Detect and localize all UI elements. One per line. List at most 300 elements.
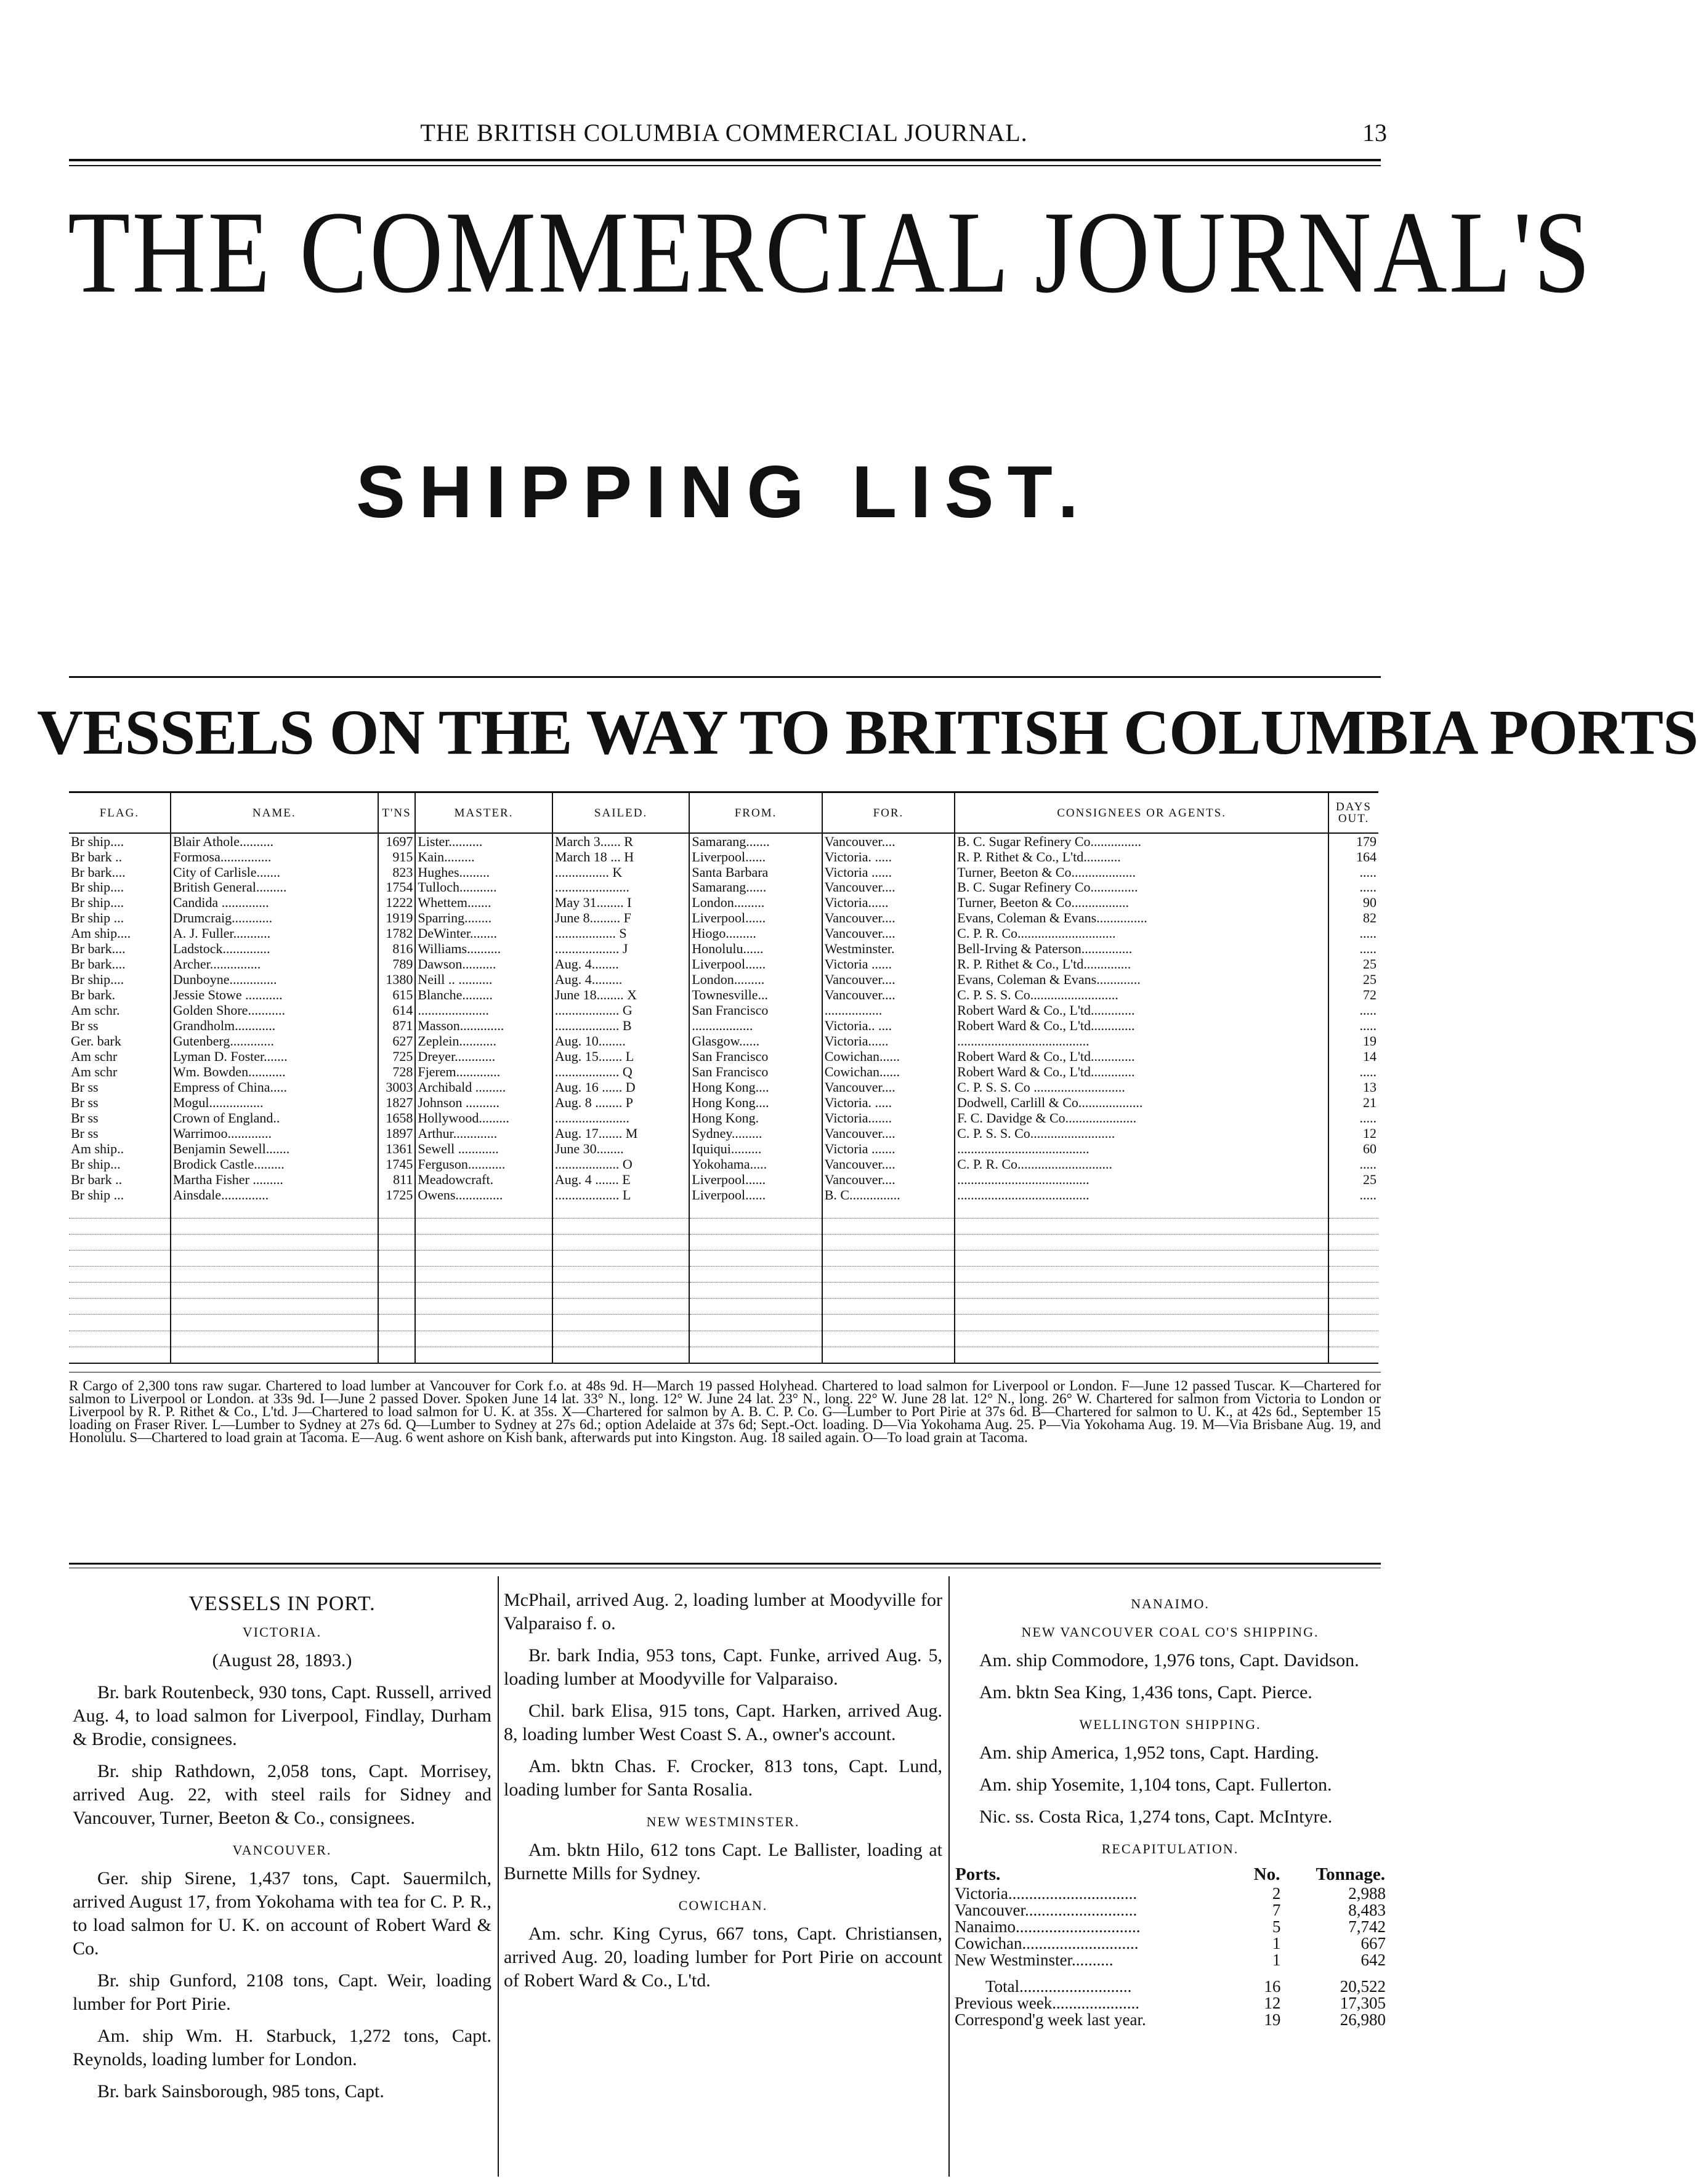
table-row bbox=[69, 1126, 1378, 1141]
wellington-heading: WELLINGTON SHIPPING. bbox=[1079, 1717, 1261, 1732]
port-entry: Am. ship America, 1,952 tons, Capt. Harding. bbox=[979, 1743, 1319, 1763]
blank-cell bbox=[689, 1299, 822, 1315]
cell-consignees: Robert Ward & Co., L'td............. bbox=[955, 1018, 1328, 1034]
cell-from: Hong Kong.... bbox=[689, 1095, 822, 1110]
cell-from: London......... bbox=[689, 972, 822, 988]
recap-total-label: Total........................... bbox=[985, 1977, 1132, 1996]
cell-consignees: F. C. Davidge & Co..................... bbox=[955, 1110, 1328, 1126]
cell-tons: 915 bbox=[378, 849, 416, 864]
recap-header-tonnage: Tonnage. bbox=[1316, 1864, 1385, 1884]
cell-from: Glasgow...... bbox=[689, 1034, 822, 1049]
cell-flag: Br ss bbox=[71, 1079, 99, 1095]
cell-consignees: Robert Ward & Co., L'td............. bbox=[955, 1049, 1328, 1064]
vessels-in-port-heading: VESSELS IN PORT. bbox=[188, 1592, 376, 1615]
cell-tons: 871 bbox=[378, 1018, 416, 1034]
blank-cell bbox=[378, 1219, 416, 1235]
blank-cell bbox=[552, 1299, 690, 1315]
cell-from: Hong Kong. bbox=[689, 1110, 822, 1126]
cell-consignees: ....................................... bbox=[955, 1172, 1328, 1187]
recap-row bbox=[955, 1952, 1386, 1968]
recap-row bbox=[955, 1885, 1386, 1902]
blank-cell bbox=[955, 1203, 1328, 1219]
cell-sailed: Aug. 8 ........ P bbox=[552, 1095, 690, 1110]
port-entry: Am. bktn Sea King, 1,436 tons, Capt. Pierce. bbox=[979, 1682, 1312, 1702]
cell-master: DeWinter........ bbox=[415, 926, 552, 941]
blank-cell bbox=[69, 1267, 171, 1283]
cell-sailed: ................... L bbox=[552, 1187, 690, 1203]
recap-previous-row bbox=[955, 1995, 1386, 2012]
cell-consignees: Evans, Coleman & Evans............... bbox=[955, 911, 1328, 926]
col-sailed: SAILED. bbox=[552, 792, 690, 834]
cell-master: Kain......... bbox=[415, 849, 552, 864]
cell-days-out: 12 bbox=[1328, 1126, 1378, 1141]
section-rule bbox=[69, 676, 1381, 678]
port-entry: Am. ship Commodore, 1,976 tons, Capt. Davidson. bbox=[979, 1650, 1359, 1670]
cell-days-out: ..... bbox=[1328, 864, 1378, 880]
page-number: 13 bbox=[1362, 119, 1387, 147]
blank-cell bbox=[415, 1267, 552, 1283]
port-entry: Chil. bark Elisa, 915 tons, Capt. Harken, arrived Aug. 8, loading lumber West Coast S. A., owner's account. bbox=[504, 1701, 942, 1744]
port-entry: Br. bark Sainsborough, 985 tons, Capt. bbox=[97, 2081, 384, 2101]
cell-for: ................. bbox=[822, 1003, 955, 1018]
cell-days-out: 21 bbox=[1328, 1095, 1378, 1110]
col-for: FOR. bbox=[822, 792, 955, 834]
cell-for: Cowichan...... bbox=[822, 1064, 955, 1079]
blank-row bbox=[69, 1299, 1378, 1315]
cell-master: Sparring........ bbox=[415, 911, 552, 926]
table-row bbox=[69, 1156, 1378, 1172]
blank-row bbox=[69, 1331, 1378, 1347]
recap-previous-tonnage: 17,305 bbox=[1340, 1994, 1386, 2012]
cell-consignees: R. P. Rithet & Co., L'td........... bbox=[955, 849, 1328, 864]
cell-master: Neill .. .......... bbox=[415, 972, 552, 988]
cell-consignees: Dodwell, Carlill & Co................... bbox=[955, 1095, 1328, 1110]
cell-for: Vancouver.... bbox=[822, 972, 955, 988]
recap-port: Cowichan............................ bbox=[955, 1934, 1139, 1952]
cell-flag: Am schr. bbox=[71, 1002, 120, 1018]
recap-no: 7 bbox=[1272, 1901, 1281, 1919]
cell-sailed: Aug. 15....... L bbox=[552, 1049, 690, 1064]
cell-from: Samarang...... bbox=[689, 880, 822, 895]
cell-flag: Br ship.... bbox=[71, 833, 124, 849]
blank-cell bbox=[552, 1315, 690, 1331]
blank-cell bbox=[171, 1235, 378, 1251]
blank-cell bbox=[69, 1203, 171, 1219]
col-flag: FLAG. bbox=[69, 792, 171, 834]
blank-cell bbox=[69, 1315, 171, 1331]
table-row bbox=[69, 1003, 1378, 1018]
cell-name: Ladstock.............. bbox=[171, 941, 378, 957]
table-row bbox=[69, 911, 1378, 926]
cell-tons: 1725 bbox=[378, 1187, 416, 1203]
recap-row bbox=[955, 1935, 1386, 1952]
port-entry: Am. schr. King Cyrus, 667 tons, Capt. Christiansen, arrived Aug. 20, loading lumber for Port Pirie on account of Robert Ward & Co., L'td. bbox=[504, 1924, 942, 1991]
victoria-heading: VICTORIA. bbox=[242, 1624, 322, 1640]
blank-cell bbox=[552, 1347, 690, 1363]
cell-for: Vancouver.... bbox=[822, 1156, 955, 1172]
cell-consignees: Bell-Irving & Paterson............... bbox=[955, 941, 1328, 957]
cell-tons: 725 bbox=[378, 1049, 416, 1064]
cell-days-out: 25 bbox=[1328, 972, 1378, 988]
blank-cell bbox=[552, 1203, 690, 1219]
blank-cell bbox=[69, 1283, 171, 1299]
cell-days-out: 164 bbox=[1328, 849, 1378, 864]
blank-cell bbox=[1328, 1347, 1378, 1363]
cell-name: Jessie Stowe ........... bbox=[171, 988, 378, 1003]
cell-tons: 1919 bbox=[378, 911, 416, 926]
recapitulation-table bbox=[955, 1866, 1386, 2028]
recap-tonnage: 2,988 bbox=[1348, 1884, 1386, 1903]
table-row bbox=[69, 895, 1378, 911]
cell-from: Liverpool...... bbox=[689, 911, 822, 926]
table-row bbox=[69, 941, 1378, 957]
blank-cell bbox=[69, 1251, 171, 1267]
cell-master: Meadowcraft. bbox=[415, 1172, 552, 1187]
blank-cell bbox=[822, 1347, 955, 1363]
blank-cell bbox=[378, 1347, 416, 1363]
header-rule-thin bbox=[69, 165, 1381, 166]
cell-sailed: June 30........ bbox=[552, 1141, 690, 1156]
blank-cell bbox=[171, 1283, 378, 1299]
cell-tons: 615 bbox=[378, 988, 416, 1003]
cell-sailed: ................ K bbox=[552, 864, 690, 880]
table-row bbox=[69, 1095, 1378, 1110]
cell-name: Ainsdale.............. bbox=[171, 1187, 378, 1203]
col-from: FROM. bbox=[689, 792, 822, 834]
blank-cell bbox=[415, 1347, 552, 1363]
cell-for: Vancouver.... bbox=[822, 1172, 955, 1187]
blank-cell bbox=[689, 1267, 822, 1283]
blank-cell bbox=[1328, 1267, 1378, 1283]
blank-cell bbox=[69, 1299, 171, 1315]
cell-from: Iquiqui......... bbox=[689, 1141, 822, 1156]
cell-master: Masson............. bbox=[415, 1018, 552, 1034]
blank-cell bbox=[822, 1251, 955, 1267]
cell-flag: Br ship ... bbox=[71, 910, 124, 926]
blank-cell bbox=[822, 1235, 955, 1251]
cell-days-out: 19 bbox=[1328, 1034, 1378, 1049]
cell-days-out: ..... bbox=[1328, 926, 1378, 941]
recap-port: New Westminster.......... bbox=[955, 1951, 1114, 1969]
vessels-in-port-column bbox=[73, 1589, 491, 2112]
cell-for: Vancouver.... bbox=[822, 926, 955, 941]
cell-for: Westminster. bbox=[822, 941, 955, 957]
blank-cell bbox=[378, 1331, 416, 1347]
port-entry: Am. bktn Hilo, 612 tons Capt. Le Ballister, loading at Burnette Mills for Sydney. bbox=[504, 1840, 942, 1884]
cell-master: Williams.......... bbox=[415, 941, 552, 957]
cell-name: Archer............... bbox=[171, 957, 378, 972]
blank-cell bbox=[1328, 1331, 1378, 1347]
port-entry: Am. ship Wm. H. Starbuck, 1,272 tons, Capt. Reynolds, loading lumber for London. bbox=[73, 2026, 491, 2069]
cell-name: Wm. Bowden........... bbox=[171, 1064, 378, 1079]
cell-master: Ferguson........... bbox=[415, 1156, 552, 1172]
cell-sailed: March 3...... R bbox=[552, 833, 690, 849]
cell-consignees: C. P. R. Co............................ bbox=[955, 1156, 1328, 1172]
cell-name: Empress of China..... bbox=[171, 1079, 378, 1095]
cell-flag: Br ss bbox=[71, 1018, 99, 1034]
cell-days-out: ..... bbox=[1328, 1064, 1378, 1079]
recap-tonnage: 7,742 bbox=[1348, 1917, 1386, 1936]
cell-master: Lister.......... bbox=[415, 833, 552, 849]
cell-tons: 3003 bbox=[378, 1079, 416, 1095]
table-row bbox=[69, 1064, 1378, 1079]
recap-no: 1 bbox=[1272, 1934, 1281, 1952]
masthead-title: THE COMMERCIAL JOURNAL'S bbox=[68, 187, 1593, 318]
blank-cell bbox=[1328, 1299, 1378, 1315]
cell-from: Honolulu...... bbox=[689, 941, 822, 957]
vessels-in-port-column-2 bbox=[504, 1589, 942, 2001]
cell-consignees: C. P. S. S. Co ........................... bbox=[955, 1079, 1328, 1095]
cell-name: Grandholm............ bbox=[171, 1018, 378, 1034]
port-entry: Br. ship Rathdown, 2,058 tons, Capt. Morrisey, arrived Aug. 22, with steel rails for Sidney and Vancouver, Turner, Beeton & Co., consignees. bbox=[73, 1761, 491, 1828]
cell-from: Santa Barbara bbox=[689, 864, 822, 880]
cell-for: Victoria. ..... bbox=[822, 849, 955, 864]
recap-tonnage: 642 bbox=[1360, 1951, 1386, 1969]
blank-cell bbox=[378, 1283, 416, 1299]
cell-flag: Am schr bbox=[71, 1048, 118, 1064]
cell-flag: Br ss bbox=[71, 1094, 99, 1110]
cell-sailed: Aug. 16 ...... D bbox=[552, 1079, 690, 1095]
shipping-list-title: SHIPPING LIST. bbox=[356, 451, 1092, 533]
table-row bbox=[69, 926, 1378, 941]
cell-from: Hong Kong.... bbox=[689, 1079, 822, 1095]
cell-flag: Am schr bbox=[71, 1063, 118, 1079]
recapitulation-heading: RECAPITULATION. bbox=[1101, 1841, 1239, 1856]
table-row bbox=[69, 988, 1378, 1003]
cell-from: Liverpool...... bbox=[689, 1172, 822, 1187]
cell-for: Victoria. ..... bbox=[822, 1095, 955, 1110]
vessels-heading: VESSELS ON THE WAY TO BRITISH COLUMBIA PORTS bbox=[37, 697, 1698, 768]
blank-cell bbox=[552, 1251, 690, 1267]
table-row bbox=[69, 1187, 1378, 1203]
blank-cell bbox=[415, 1299, 552, 1315]
blank-cell bbox=[69, 1235, 171, 1251]
cell-days-out: ..... bbox=[1328, 1187, 1378, 1203]
vessel-notes: R Cargo of 2,300 tons raw sugar. Chartered to load lumber at Vancouver for Cork f.o. at 48s 9d. H—March 19 passed Holyhead. Chartered to load salmon for Liverpool or London. F—June 12 passed Tuscar. K—Chartered for salmon to Liverpool or London. at 33s 9d. I—June 2 passed Dover. Spoken June 14 lat. 33° N., long. 12° W. June 24 lat. 23° N., long. 22° W. June 28 lat. 12° N., long. 26° W. Chartered for salmon from Victoria to London or Liverpool by R. P. Rithet & Co., L'td. J—Chartered to load salmon for U. K. at 35s. X—Chartered for salmon by A. B. C. P. Co. G—Lumber to Port Pirie at 37s 6d. B—Chartered for salmon to U. K., at 42s 6d., September 15 loading on Fraser River. L—Lumber to Sydney at 27s 6d. Q—Lumber to Sydney at 27s 6d.; option Adelaide at 37s 6d; Sept.-Oct. loading. D—Via Yokohama Aug. 25. P—Via Yokohama Aug. 19. M—Via Brisbane Aug. 19, and Honolulu. S—Chartered to load grain at Tacoma. E—Aug. 6 went ashore on Kish bank, afterwards put into Kingston. Aug. 18 sailed again. O—To load grain at Tacoma. bbox=[69, 1378, 1381, 1445]
cell-sailed: Aug. 17....... M bbox=[552, 1126, 690, 1141]
cell-from: Liverpool...... bbox=[689, 849, 822, 864]
cell-days-out: 60 bbox=[1328, 1141, 1378, 1156]
cell-days-out: ..... bbox=[1328, 941, 1378, 957]
cell-sailed: ................... O bbox=[552, 1156, 690, 1172]
table-row bbox=[69, 1172, 1378, 1187]
cell-tons: 789 bbox=[378, 957, 416, 972]
table-row bbox=[69, 849, 1378, 864]
cell-days-out: 72 bbox=[1328, 988, 1378, 1003]
table-row bbox=[69, 957, 1378, 972]
cell-consignees: C. P. S. S. Co......................... bbox=[955, 1126, 1328, 1141]
cell-for: Vancouver.... bbox=[822, 1079, 955, 1095]
blank-row bbox=[69, 1203, 1378, 1219]
col-consignees: CONSIGNEES OR AGENTS. bbox=[955, 792, 1328, 834]
cell-flag: Br ship.... bbox=[71, 879, 124, 895]
cell-for: B. C............... bbox=[822, 1187, 955, 1203]
cell-tons: 614 bbox=[378, 1003, 416, 1018]
nvc-heading: NEW VANCOUVER COAL CO'S SHIPPING. bbox=[1021, 1624, 1319, 1640]
blank-cell bbox=[1328, 1283, 1378, 1299]
cell-master: Whettem....... bbox=[415, 895, 552, 911]
cell-flag: Br ship.... bbox=[71, 972, 124, 988]
cell-days-out: ..... bbox=[1328, 1003, 1378, 1018]
blank-cell bbox=[955, 1219, 1328, 1235]
cell-flag: Am ship.. bbox=[71, 1140, 124, 1156]
blank-cell bbox=[415, 1235, 552, 1251]
cell-master: Johnson .......... bbox=[415, 1095, 552, 1110]
cell-consignees: ....................................... bbox=[955, 1187, 1328, 1203]
port-entry: Br. ship Gunford, 2108 tons, Capt. Weir, loading lumber for Port Pirie. bbox=[73, 1970, 491, 2014]
cell-master: Dreyer............ bbox=[415, 1049, 552, 1064]
cell-sailed: June 8......... F bbox=[552, 911, 690, 926]
cell-for: Cowichan...... bbox=[822, 1049, 955, 1064]
cell-master: ..................... bbox=[415, 1003, 552, 1018]
cell-name: A. J. Fuller........... bbox=[171, 926, 378, 941]
cell-tons: 811 bbox=[378, 1172, 416, 1187]
cell-flag: Br bark .. bbox=[71, 848, 123, 864]
blank-cell bbox=[955, 1315, 1328, 1331]
col-master: MASTER. bbox=[415, 792, 552, 834]
cell-tons: 1658 bbox=[378, 1110, 416, 1126]
recap-port: Vancouver........................... bbox=[955, 1901, 1138, 1919]
port-entry: Am. ship Yosemite, 1,104 tons, Capt. Fullerton. bbox=[979, 1775, 1332, 1795]
cell-consignees: C. P. R. Co............................. bbox=[955, 926, 1328, 941]
cell-flag: Br ship... bbox=[71, 1156, 121, 1172]
cell-name: Crown of England.. bbox=[171, 1110, 378, 1126]
table-row bbox=[69, 880, 1378, 895]
cell-name: Brodick Castle......... bbox=[171, 1156, 378, 1172]
blank-row bbox=[69, 1235, 1378, 1251]
cell-sailed: March 18 ... H bbox=[552, 849, 690, 864]
cell-sailed: June 18........ X bbox=[552, 988, 690, 1003]
running-title: THE BRITISH COLUMBIA COMMERCIAL JOURNAL. bbox=[420, 119, 1028, 147]
cell-flag: Am ship.... bbox=[71, 925, 131, 941]
cell-sailed: ...................... bbox=[552, 1110, 690, 1126]
col-tons: T'NS bbox=[378, 792, 416, 834]
column-divider bbox=[948, 1576, 950, 2177]
cell-days-out: 90 bbox=[1328, 895, 1378, 911]
port-entry: Am. bktn Chas. F. Crocker, 813 tons, Capt. Lund, loading lumber for Santa Rosalia. bbox=[504, 1756, 942, 1800]
port-entry: McPhail, arrived Aug. 2, loading lumber at Moodyville for Valparaiso f. o. bbox=[504, 1590, 942, 1634]
blank-cell bbox=[552, 1219, 690, 1235]
blank-cell bbox=[378, 1299, 416, 1315]
cell-from: San Francisco bbox=[689, 1003, 822, 1018]
cell-tons: 1222 bbox=[378, 895, 416, 911]
cell-sailed: Aug. 10........ bbox=[552, 1034, 690, 1049]
cell-tons: 1782 bbox=[378, 926, 416, 941]
table-row bbox=[69, 1079, 1378, 1095]
table-row bbox=[69, 864, 1378, 880]
cell-name: City of Carlisle....... bbox=[171, 864, 378, 880]
cell-flag: Br ship ... bbox=[71, 1187, 124, 1203]
blank-cell bbox=[415, 1315, 552, 1331]
blank-cell bbox=[1328, 1315, 1378, 1331]
cell-sailed: Aug. 4........ bbox=[552, 957, 690, 972]
blank-cell bbox=[171, 1331, 378, 1347]
cell-tons: 728 bbox=[378, 1064, 416, 1079]
cell-name: Drumcraig............ bbox=[171, 911, 378, 926]
cell-tons: 823 bbox=[378, 864, 416, 880]
cell-from: San Francisco bbox=[689, 1064, 822, 1079]
cell-master: Blanche......... bbox=[415, 988, 552, 1003]
cell-consignees: ....................................... bbox=[955, 1141, 1328, 1156]
recap-previous-label: Previous week..................... bbox=[955, 1994, 1139, 2012]
blank-row bbox=[69, 1347, 1378, 1363]
cell-tons: 1380 bbox=[378, 972, 416, 988]
recap-correspond-row bbox=[955, 2012, 1386, 2028]
cell-from: London......... bbox=[689, 895, 822, 911]
blank-cell bbox=[69, 1331, 171, 1347]
blank-cell bbox=[69, 1347, 171, 1363]
recap-header-ports: Ports. bbox=[955, 1864, 1001, 1884]
blank-cell bbox=[822, 1315, 955, 1331]
cell-flag: Br bark.... bbox=[71, 941, 126, 957]
blank-row bbox=[69, 1219, 1378, 1235]
cell-master: Hollywood......... bbox=[415, 1110, 552, 1126]
blank-cell bbox=[171, 1251, 378, 1267]
blank-cell bbox=[415, 1251, 552, 1267]
cell-for: Victoria ....... bbox=[822, 1141, 955, 1156]
blank-cell bbox=[955, 1331, 1328, 1347]
blank-cell bbox=[689, 1203, 822, 1219]
cell-name: Golden Shore........... bbox=[171, 1003, 378, 1018]
cell-for: Vancouver.... bbox=[822, 988, 955, 1003]
cell-flag: Ger. bark bbox=[71, 1033, 121, 1049]
cell-name: Formosa............... bbox=[171, 849, 378, 864]
cell-days-out: 25 bbox=[1328, 957, 1378, 972]
cell-from: Sydney......... bbox=[689, 1126, 822, 1141]
cell-master: Fjerem............. bbox=[415, 1064, 552, 1079]
cell-consignees: B. C. Sugar Refinery Co.............. bbox=[955, 880, 1328, 895]
cell-days-out: ..... bbox=[1328, 1110, 1378, 1126]
cell-tons: 1897 bbox=[378, 1126, 416, 1141]
cell-sailed: ................... J bbox=[552, 941, 690, 957]
cell-for: Victoria...... bbox=[822, 895, 955, 911]
blank-cell bbox=[822, 1299, 955, 1315]
recap-header-no: No. bbox=[1253, 1864, 1280, 1884]
cell-name: Martha Fisher ......... bbox=[171, 1172, 378, 1187]
cell-name: Mogul................ bbox=[171, 1095, 378, 1110]
blank-cell bbox=[415, 1283, 552, 1299]
blank-cell bbox=[552, 1267, 690, 1283]
blank-cell bbox=[822, 1331, 955, 1347]
cell-from: Hiogo......... bbox=[689, 926, 822, 941]
cell-sailed: Aug. 4......... bbox=[552, 972, 690, 988]
cell-consignees: ....................................... bbox=[955, 1034, 1328, 1049]
cell-sailed: May 31........ I bbox=[552, 895, 690, 911]
blank-cell bbox=[955, 1347, 1328, 1363]
cell-days-out: ..... bbox=[1328, 1018, 1378, 1034]
blank-cell bbox=[171, 1347, 378, 1363]
header-rule bbox=[69, 159, 1381, 161]
blank-row bbox=[69, 1267, 1378, 1283]
table-row bbox=[69, 972, 1378, 988]
blank-cell bbox=[378, 1267, 416, 1283]
blank-cell bbox=[378, 1203, 416, 1219]
table-row bbox=[69, 1018, 1378, 1034]
recap-tonnage: 8,483 bbox=[1348, 1901, 1386, 1919]
cell-tons: 1697 bbox=[378, 833, 416, 849]
cell-for: Vancouver.... bbox=[822, 1126, 955, 1141]
cell-sailed: ................... B bbox=[552, 1018, 690, 1034]
cell-consignees: Turner, Beeton & Co................... bbox=[955, 864, 1328, 880]
cell-name: Dunboyne.............. bbox=[171, 972, 378, 988]
cell-tons: 627 bbox=[378, 1034, 416, 1049]
blank-cell bbox=[171, 1299, 378, 1315]
blank-cell bbox=[171, 1203, 378, 1219]
cell-for: Victoria.. .... bbox=[822, 1018, 955, 1034]
cell-name: Lyman D. Foster....... bbox=[171, 1049, 378, 1064]
blank-cell bbox=[955, 1251, 1328, 1267]
blank-cell bbox=[822, 1283, 955, 1299]
